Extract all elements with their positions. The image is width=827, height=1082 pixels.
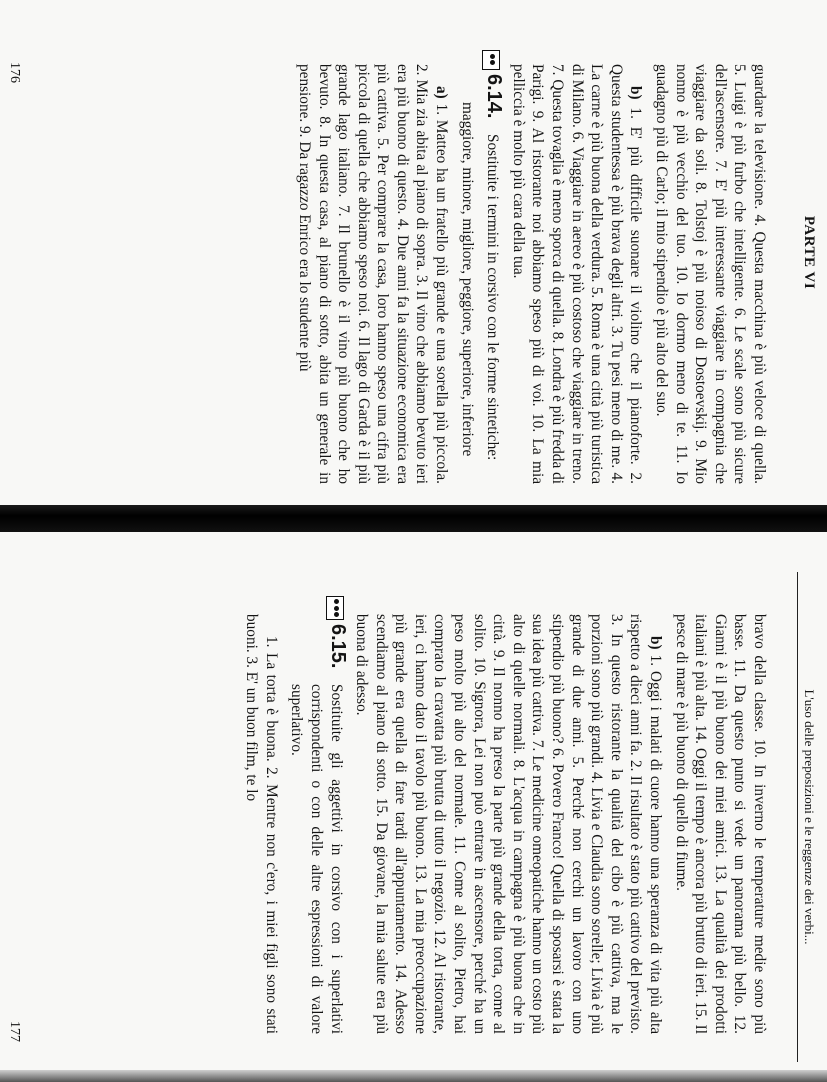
book-gutter xyxy=(0,505,827,532)
exercise-heading xyxy=(287,614,349,1034)
left-page xyxy=(0,0,827,530)
continued-paragraph: guardare la televisione. 4. Questa macchina è più veloce di quella. 5. Luigi è più furbo che intelligente. 6. Le scale sono più sicure dell'ascensore. 7. E' più interessante viaggiare in compagnia che viaggiare da soli. 8. Tolstoj è più noioso di Dostoevskij. 9. Mio nonno è più vecchio del tuo. 10. Io dormo meno di te. 11. Io guadagno più di Carlo; il mio stipendio è più alto del suo. xyxy=(653,64,768,484)
section-label: b) xyxy=(647,636,665,650)
exercise-heading xyxy=(483,64,506,484)
exercise-forms: maggiore, minore, migliore, peggiore, superiore, inferiore xyxy=(458,102,476,457)
left-text-column xyxy=(288,64,769,484)
difficulty-badge-icon xyxy=(326,596,344,620)
difficulty-badge-icon xyxy=(482,50,500,70)
section-b xyxy=(508,64,645,484)
exercise-number: 6.15. xyxy=(326,624,349,669)
continued-paragraph: bravo della classe. 10. In inverno le temperature medie sono più basse. 11. Da questo punto si vede un panorama più bello. 12. Gianni è il più buono dei miei amici. 13. La qualità dei prodotti italiani è più alta. 14. Oggi il tempo è ancora più brutto di ieri. 15. Il pesce di mare è più buono di quello di fiume. xyxy=(672,614,768,1034)
right-text-column xyxy=(236,614,769,1034)
exercise-title: Sostituite gli aggettivi in corsivo con i superlativi corrispondenti o con delle altre espressioni di valore superlativo. xyxy=(288,684,345,1034)
page-number: 177 xyxy=(7,1021,22,1042)
exercise-title: Sostituite i termini in corsivo con le forme sintetiche: xyxy=(484,134,502,461)
right-page xyxy=(0,552,827,1082)
running-header: PARTE VI xyxy=(801,215,817,290)
section-text: 1. E' più difficile suonare il violino che il pianoforte. 2. Questa studentessa è più brava degli altri. 3. Tu pesi meno di me. 4. La carne è più buona della verdura. 5. Roma è una città più turistica di Milano. 6. Viaggiare in aereo è più costoso che viaggiare in treno. 7. Questa tovaglia è meno sporca di quella. 8. Londra è più fredda di Parigi. 9. Al ristorante noi abbiamo speso più di voi. 10. La mia pelliccia è molto più cara della tua. xyxy=(509,64,645,484)
running-header: L'uso delle preposizioni e le reggenze dei verbi... xyxy=(797,572,817,1062)
exercise-start: 1. La torta è buona. 2. Mentre non c'ero, i miei figli sono stati buoni. 3. E' un buon film, te lo xyxy=(243,614,280,1034)
section-text: 1. Matteo ha un fratello più grande e una sorella più piccola. 2. Mia zia abita al piano di sopra. 3. Il vino che abbiamo bevuto ieri era più buono di questo. 4. Due anni fa la situazione economica era più cattiva. 5. Per comprare la casa, loro hanno speso una cifra più piccola di quella che abbiamo speso noi. 6. Il lago di Garda è il più grande lago italiano. 7. Il brunello è il vino più buono che ho bevuto. 8. In questa casa, al piano di sotto, abita un generale in pensione. 9. Da ragazzo Enrico era lo studente più xyxy=(295,64,451,485)
page-number: 176 xyxy=(7,62,22,83)
section-b xyxy=(352,614,666,1034)
section-label: b) xyxy=(627,86,645,100)
section-text: 1. Oggi i malati di cuore hanno una speranza di vita più alta rispetto a dieci anni fa. 2. Il risultato è stato più cattivo del previsto. 3. In questo ristorante la qualità del cibo è più cattiva, ma le porzioni sono più grandi. 4. Livia e Claudia sono sorelle; Livia è più grande di due anni. 5. Perché non cerchi un lavoro con uno stipendio più buono? 6. Povero Franco! Quella di sposarsi è stata la sua idea più cattiva. 7. Le medicine omeopatiche hanno un costo più alto di quelle normali. 8. L'acqua in campagna è più buona che in città. 9. Il nonno ha preso la parte più grande della torta, come al solito. 10. Signora, Lei non può entrare in ascensore, perché ha un peso molto più alto del normale. 11. Come al solito, Pietro, hai comprato la cravatta più brutta di tutto il negozio. 12. Al ristorante, ieri, ci hanno dato il tavolo più buono. 13. La mia preoccupazione più grande era quella di fare tardi all'appuntamento. 14. Adesso scendiamo al piano di sotto. 15. Da giovane, la mia salute era più buona di adesso. xyxy=(353,614,665,1034)
section-a xyxy=(294,64,451,484)
section-label: a) xyxy=(433,86,451,99)
scan-edge xyxy=(0,1070,827,1082)
exercise-number: 6.14. xyxy=(483,74,506,119)
